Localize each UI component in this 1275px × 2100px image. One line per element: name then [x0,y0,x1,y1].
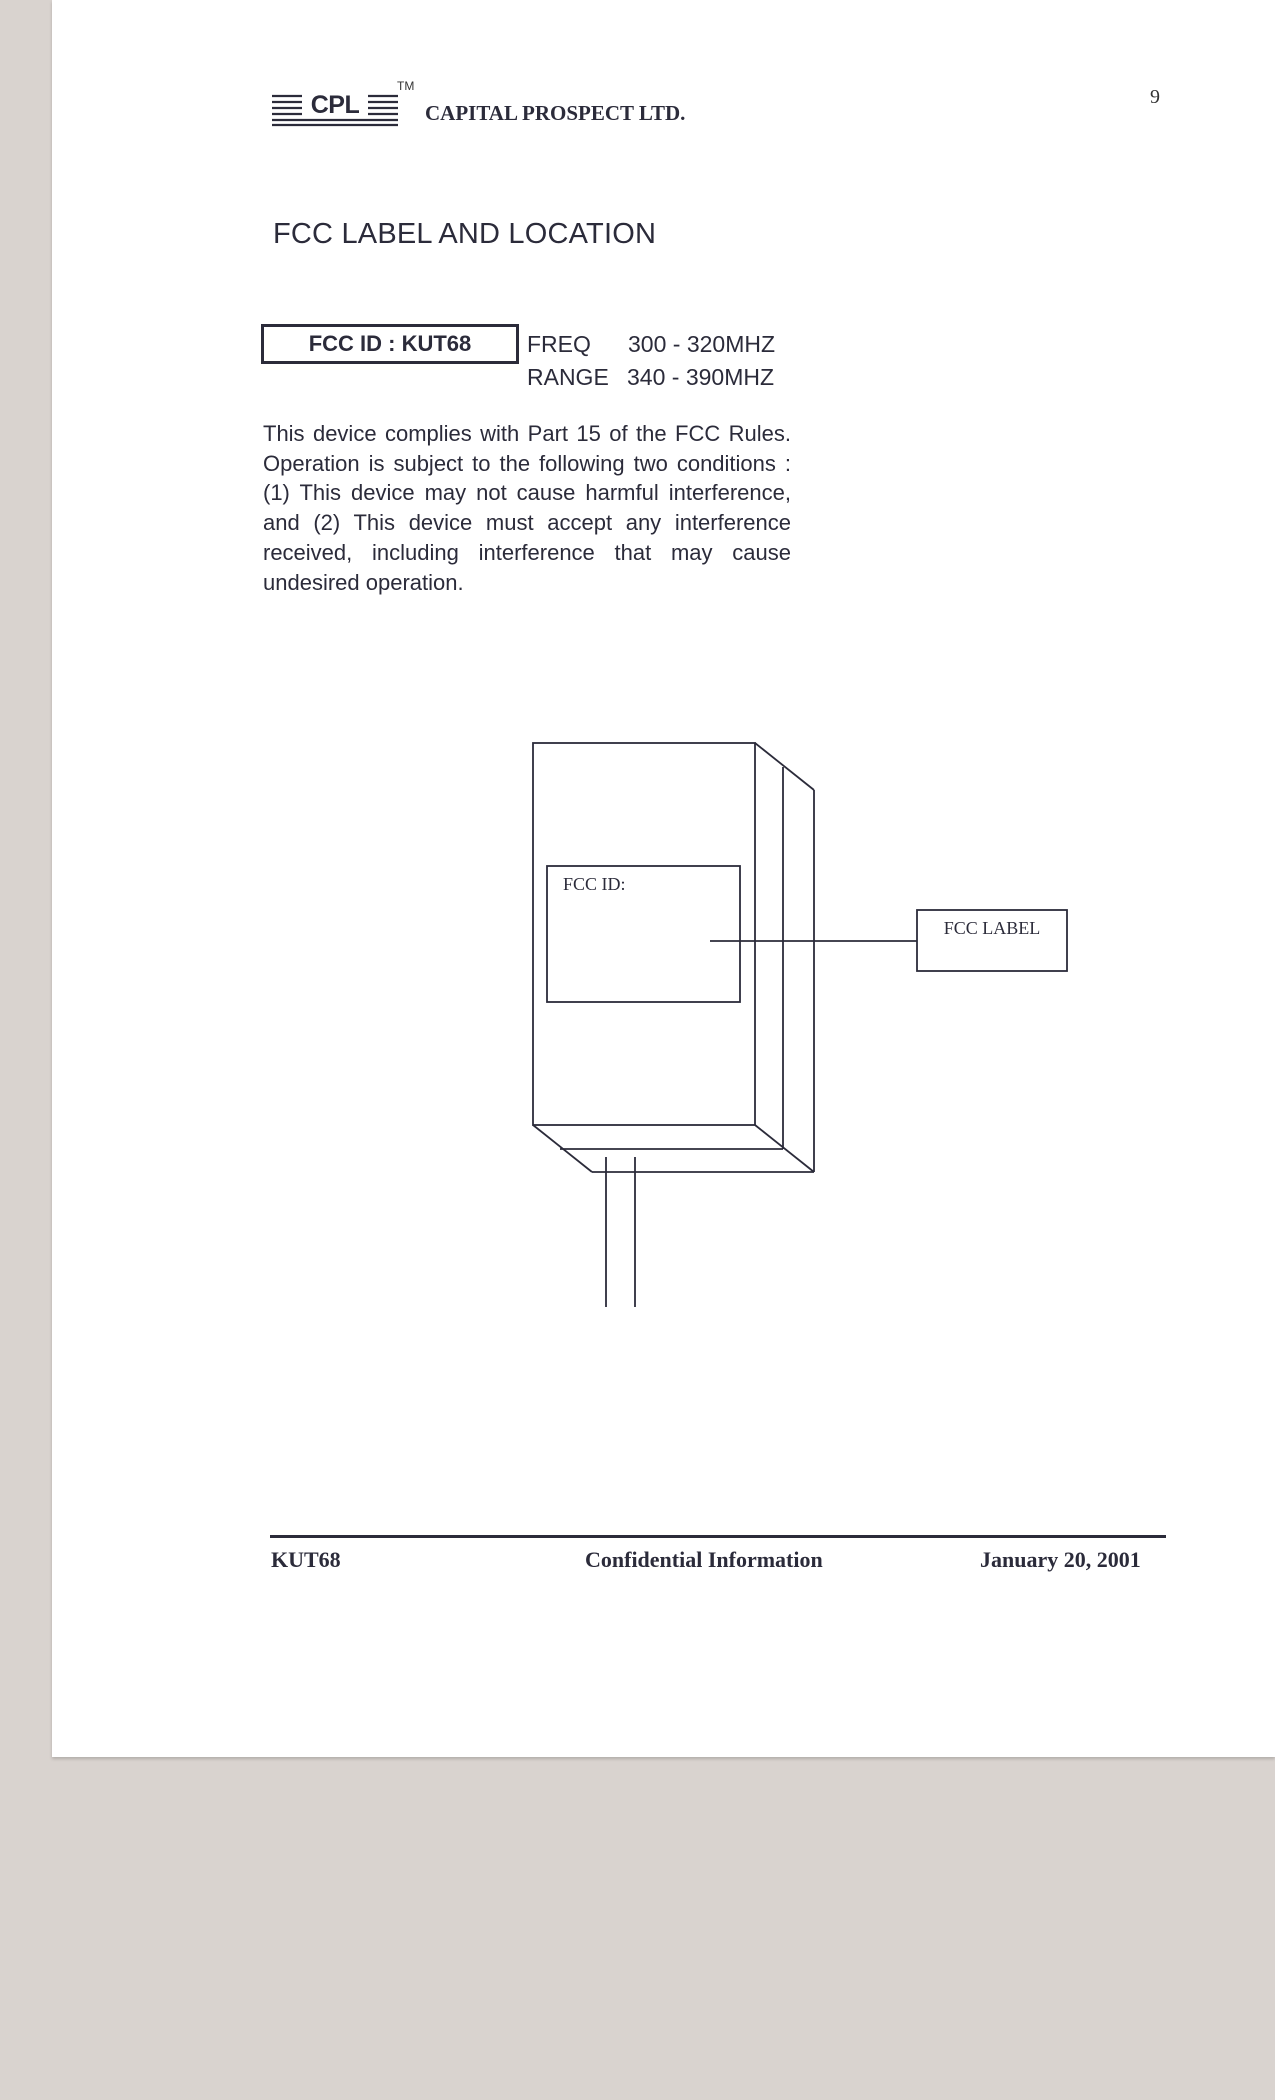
freq-label: FREQ [527,331,591,357]
footer-date: January 20, 2001 [980,1547,1141,1572]
range-label: RANGE [527,364,609,390]
device-front-face [533,743,755,1125]
section-title: FCC LABEL AND LOCATION [273,218,657,250]
compliance-statement: This device complies with Part 15 of the FCC Rules. Operation is subject to the following two conditions : (1) This device may not cause harmful interference, and (2) This device must accept any interference received, including interference that may cause undesired operation. [263,421,791,595]
logo-text: CPL [310,91,360,119]
range-value: 340 - 390MHZ [627,364,775,390]
footer-model: KUT68 [271,1547,341,1572]
device-top-edge [755,743,814,790]
fcc-label-callout-text: FCC LABEL [943,918,1041,938]
fcc-id-box: FCC ID : KUT68 [261,324,519,364]
company-name: CAPITAL PROSPECT LTD. [425,101,686,125]
trademark-mark: TM [397,79,415,93]
freq-value: 300 - 320MHZ [628,331,776,357]
footer-rule [270,1535,1166,1538]
page-number: 9 [1150,86,1160,108]
footer-confidential: Confidential Information [585,1547,823,1572]
fcc-id-placeholder: FCC ID: [563,874,626,894]
